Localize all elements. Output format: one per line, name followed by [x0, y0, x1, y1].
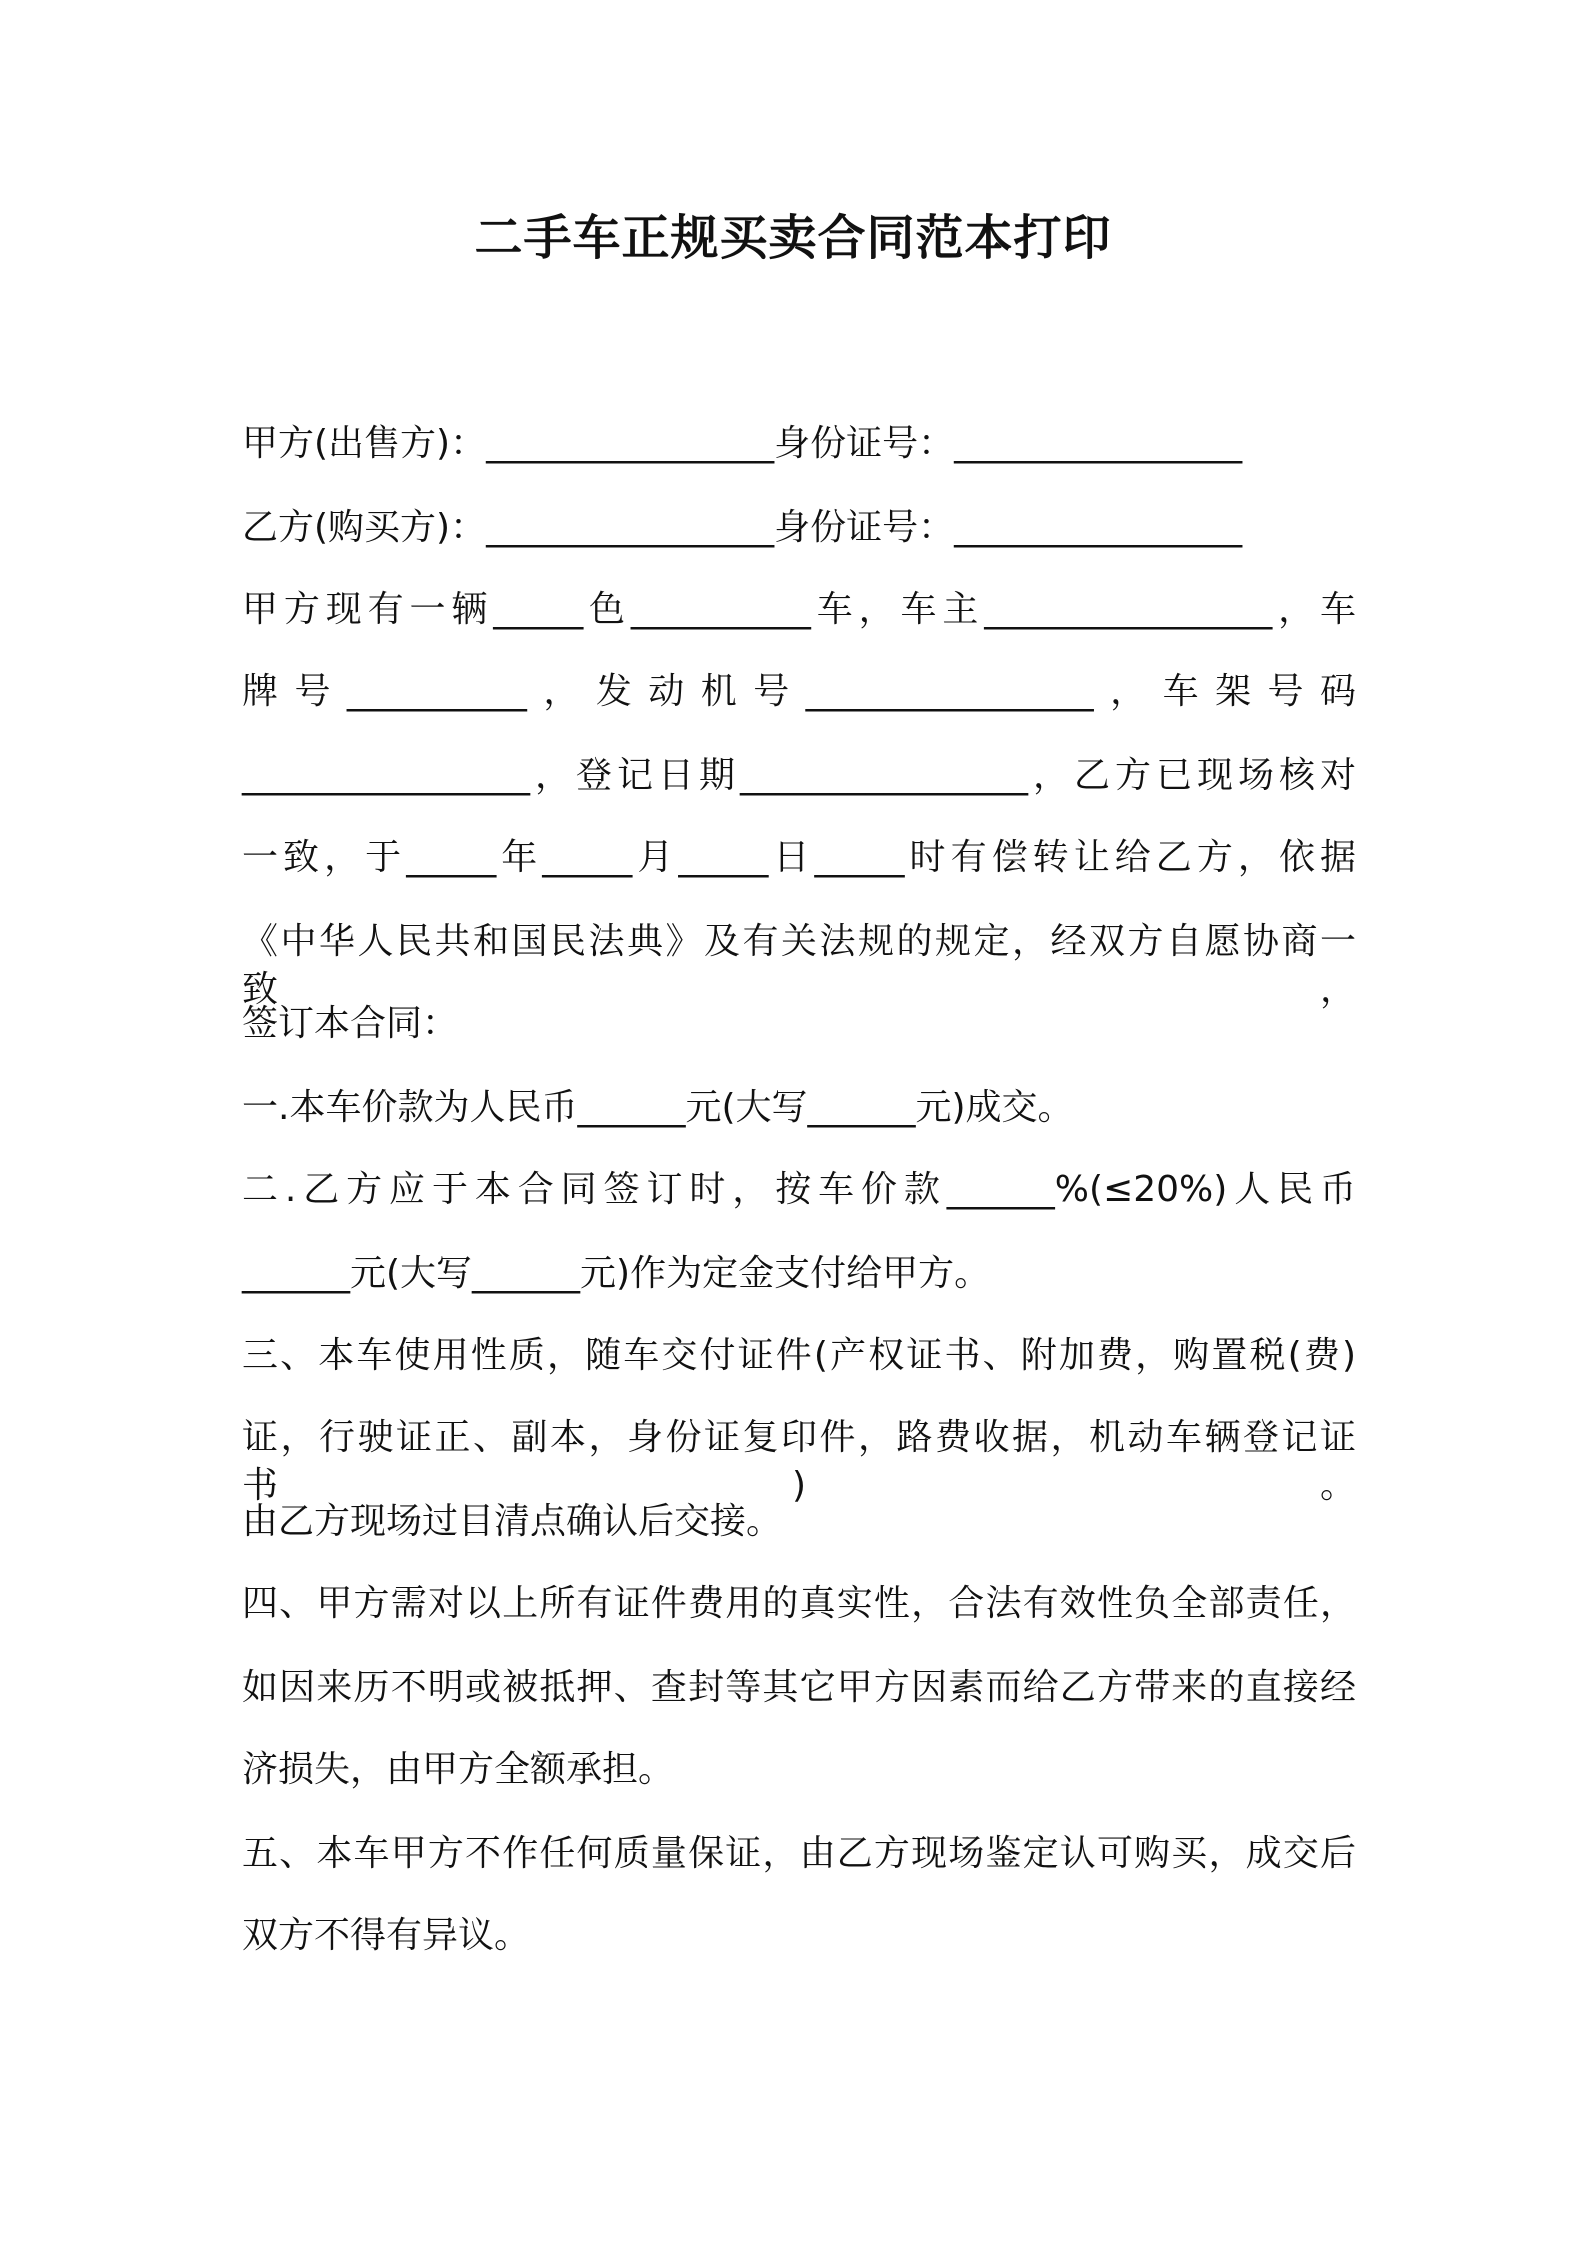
- clause-3-line-3: 由乙方现场过目清点确认后交接。: [242, 1501, 783, 1542]
- clause-3-line-2: 证，行驶证正、副本，身份证复印件，路费收据，机动车辆登记证书)。: [242, 1417, 1356, 1506]
- clause-3-line-1: 三、本车使用性质，随车交付证件(产权证书、附加费，购置税(费): [242, 1335, 1356, 1376]
- clause-5-line-2: 双方不得有异议。: [242, 1915, 531, 1956]
- clause-2-line-2: ______元(大写______元)作为定金支付给甲方。: [242, 1253, 991, 1294]
- document-title: 二手车正规买卖合同范本打印: [474, 210, 1112, 266]
- party-b-line: 乙方(购买方)：________________身份证号：________________: [242, 507, 1243, 548]
- clause-4-line-2: 如因来历不明或被抵押、查封等其它甲方因素而给乙方带来的直接经: [242, 1667, 1356, 1708]
- intro-line-1: 甲方现有一辆_____色__________车，车主________________，车: [242, 589, 1356, 630]
- intro-line-3: ________________，登记日期________________，乙方已现场核对: [242, 755, 1356, 796]
- clause-1-line: 一.本车价款为人民币______元(大写______元)成交。: [242, 1087, 1074, 1128]
- clause-5-line-1: 五、本车甲方不作任何质量保证，由乙方现场鉴定认可购买，成交后: [242, 1833, 1356, 1874]
- party-a-line: 甲方(出售方)：________________身份证号：________________: [242, 423, 1243, 464]
- intro-line-6: 签订本合同：: [242, 1003, 459, 1044]
- clause-4-line-3: 济损失，由甲方全额承担。: [242, 1749, 675, 1790]
- intro-line-5: 《中华人民共和国民法典》及有关法规的规定，经双方自愿协商一致，: [242, 921, 1356, 1010]
- clause-2-line-1: 二.乙方应于本合同签订时，按车价款______%(≤20%)人民币: [242, 1169, 1356, 1210]
- intro-line-2: 牌号__________，发动机号________________，车架号码: [242, 671, 1356, 712]
- intro-line-4: 一致，于_____年_____月_____日_____时有偿转让给乙方，依据: [242, 837, 1356, 878]
- clause-4-line-1: 四、甲方需对以上所有证件费用的真实性，合法有效性负全部责任，: [242, 1583, 1356, 1624]
